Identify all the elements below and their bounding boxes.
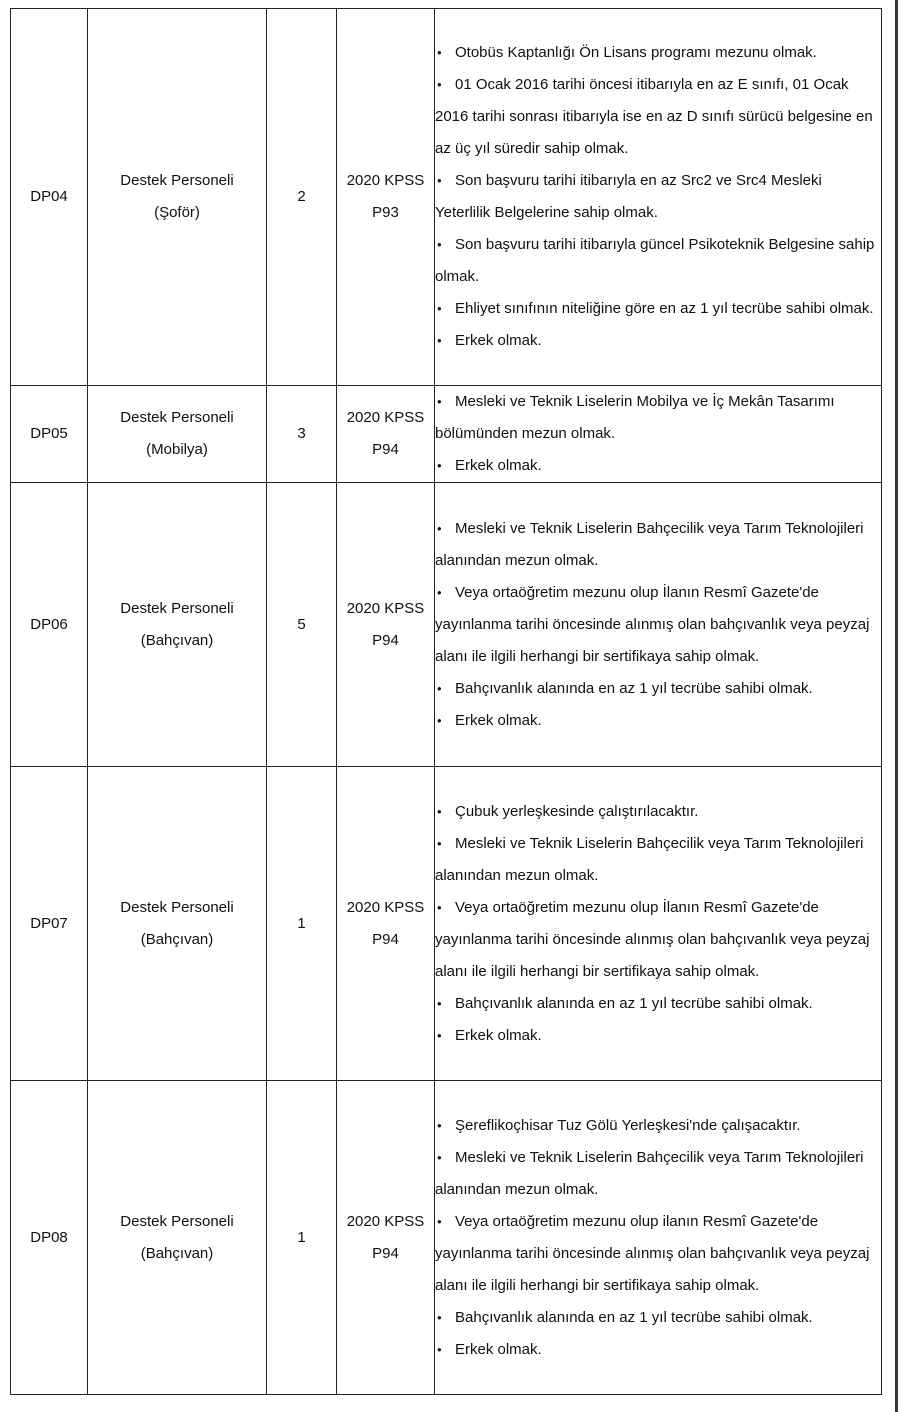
kpss-year: 2020 KPSS (346, 1212, 425, 1230)
bullet-icon (435, 1334, 455, 1366)
table-row (11, 1081, 882, 1395)
bullet-icon (435, 37, 455, 69)
bullet-icon (435, 673, 455, 705)
position-code: DP04 (11, 9, 88, 386)
position-code: DP06 (11, 483, 88, 767)
positions-table (10, 8, 882, 1395)
position-title-subtitle: (Şoför) (154, 204, 200, 221)
requirement-item (435, 450, 881, 482)
position-title (88, 767, 267, 1081)
bullet-icon (435, 1020, 455, 1052)
bullet-icon (435, 828, 455, 860)
kpss-score-type (337, 386, 435, 483)
position-title-line: Destek Personeli (120, 409, 234, 426)
requirement-text: Erkek olmak. (455, 332, 542, 349)
position-title (88, 1081, 267, 1395)
kpss-year: 2020 KPSS (346, 172, 425, 189)
bullet-icon (435, 577, 455, 609)
requirement-item (435, 988, 881, 1020)
requirements-cell (435, 767, 882, 1081)
kpss-code: P93 (372, 204, 399, 221)
requirement-text: Mesleki ve Teknik Liselerin Mobilya ve İç Mekân Tasarımı bölümünden mezun olmak. (435, 393, 835, 442)
requirement-text: Bahçıvanlık alanında en az 1 yıl tecrübe sahibi olmak. (455, 1308, 813, 1326)
requirement-text: Mesleki ve Teknik Liselerin Bahçecilik veya Tarım Teknolojileri alanından mezun olmak. (435, 519, 864, 569)
position-title-line: Destek Personeli (120, 172, 234, 189)
requirement-text: Erkek olmak. (455, 711, 542, 729)
requirement-item (435, 293, 881, 325)
requirements-list (435, 513, 881, 737)
bullet-icon (435, 892, 455, 924)
position-title-line: Destek Personeli (120, 1212, 234, 1230)
bullet-icon (435, 988, 455, 1020)
bullet-icon (435, 796, 455, 828)
position-code: DP05 (11, 386, 88, 483)
requirement-item (435, 386, 881, 450)
bullet-icon (435, 450, 455, 482)
position-title-line: Destek Personeli (120, 898, 234, 916)
position-count: 1 (267, 1081, 337, 1395)
kpss-score-type (337, 483, 435, 767)
requirements-list (435, 37, 881, 357)
bullet-icon (435, 1302, 455, 1334)
kpss-code: P94 (372, 1244, 399, 1262)
position-count: 3 (267, 386, 337, 483)
bullet-icon (435, 165, 455, 197)
requirements-list (435, 796, 881, 1052)
position-title-subtitle: (Bahçıvan) (140, 1244, 214, 1262)
position-code: DP08 (11, 1081, 88, 1395)
requirement-item (435, 1142, 881, 1206)
requirements-cell (435, 483, 882, 767)
position-count: 1 (267, 767, 337, 1081)
requirements-cell (435, 9, 882, 386)
position-code: DP07 (11, 767, 88, 1081)
requirement-text: Veya ortaöğretim mezunu olup İlanın Resmî Gazete'de yayınlanma tarihi öncesinde alınmış olan bahçıvanlık veya peyzaj alanı ile ilgili herhangi bir sertifikaya sahip olmak. (435, 898, 870, 980)
page-edge-scrollbar (895, 0, 898, 1412)
kpss-score-type (337, 1081, 435, 1395)
bullet-icon (435, 1206, 455, 1238)
kpss-code: P94 (372, 930, 399, 948)
requirement-text: Erkek olmak. (455, 1340, 542, 1358)
kpss-score-type (337, 767, 435, 1081)
requirement-text: Erkek olmak. (455, 457, 542, 474)
requirement-item (435, 796, 881, 828)
requirement-item (435, 1020, 881, 1052)
position-title (88, 386, 267, 483)
kpss-year: 2020 KPSS (346, 599, 425, 617)
position-title-line: Destek Personeli (120, 599, 234, 617)
table-row (11, 767, 882, 1081)
requirement-item (435, 1334, 881, 1366)
requirement-item (435, 892, 881, 988)
requirement-text: Son başvuru tarihi itibarıyla güncel Psikoteknik Belgesine sahip olmak. (435, 236, 875, 285)
requirement-text: Mesleki ve Teknik Liselerin Bahçecilik veya Tarım Teknolojileri alanından mezun olmak. (435, 834, 864, 884)
requirement-item (435, 165, 881, 229)
bullet-icon (435, 325, 455, 357)
requirement-text: Şereflikoçhisar Tuz Gölü Yerleşkesi'nde çalışacaktır. (455, 1116, 801, 1134)
requirement-text: Son başvuru tarihi itibarıyla en az Src2 ve Src4 Mesleki Yeterlilik Belgelerine sahip olmak. (435, 172, 822, 221)
requirement-text: Ehliyet sınıfının niteliğine göre en az 1 yıl tecrübe sahibi olmak. (455, 300, 874, 317)
requirement-text: Bahçıvanlık alanında en az 1 yıl tecrübe sahibi olmak. (455, 679, 813, 697)
requirement-item (435, 513, 881, 577)
requirement-item (435, 828, 881, 892)
requirement-text: 01 Ocak 2016 tarihi öncesi itibarıyla en az E sınıfı, 01 Ocak 2016 tarihi sonrası itibarıyla ise en az D sınıfı sürücü belgesine en az üç yıl süredir sahip olmak. (435, 76, 873, 157)
kpss-year: 2020 KPSS (346, 898, 425, 916)
kpss-code: P94 (372, 441, 399, 458)
position-count: 2 (267, 9, 337, 386)
requirement-item (435, 229, 881, 293)
bullet-icon (435, 69, 455, 101)
kpss-year: 2020 KPSS (346, 409, 425, 426)
kpss-score-type (337, 9, 435, 386)
requirement-text: Bahçıvanlık alanında en az 1 yıl tecrübe sahibi olmak. (455, 994, 813, 1012)
position-title (88, 483, 267, 767)
table-row (11, 483, 882, 767)
requirement-text: Veya ortaöğretim mezunu olup İlanın Resmî Gazete'de yayınlanma tarihi öncesinde alınmış olan bahçıvanlık veya peyzaj alanı ile ilgili herhangi bir sertifikaya sahip olmak. (435, 583, 870, 665)
requirement-item (435, 1110, 881, 1142)
requirement-item (435, 37, 881, 69)
bullet-icon (435, 293, 455, 325)
requirement-text: Mesleki ve Teknik Liselerin Bahçecilik veya Tarım Teknolojileri alanından mezun olmak. (435, 1148, 864, 1198)
position-title-subtitle: (Bahçıvan) (140, 930, 214, 948)
requirements-list (435, 386, 881, 482)
requirements-cell (435, 1081, 882, 1395)
table-row (11, 9, 882, 386)
position-title-subtitle: (Bahçıvan) (140, 631, 214, 649)
bullet-icon (435, 705, 455, 737)
bullet-icon (435, 386, 455, 418)
position-count: 5 (267, 483, 337, 767)
requirement-text: Otobüs Kaptanlığı Ön Lisans programı mezunu olmak. (455, 44, 817, 61)
table-row (11, 386, 882, 483)
requirement-item (435, 673, 881, 705)
bullet-icon (435, 513, 455, 545)
requirements-cell (435, 386, 882, 483)
requirement-item (435, 1206, 881, 1302)
bullet-icon (435, 1142, 455, 1174)
requirement-item (435, 577, 881, 673)
bullet-icon (435, 229, 455, 261)
requirement-text: Çubuk yerleşkesinde çalıştırılacaktır. (455, 802, 699, 820)
requirement-item (435, 1302, 881, 1334)
requirement-item (435, 325, 881, 357)
requirement-item (435, 705, 881, 737)
requirement-text: Veya ortaöğretim mezunu olup ilanın Resmî Gazete'de yayınlanma tarihi öncesinde alınmış olan bahçıvanlık veya peyzaj alanı ile ilgili herhangi bir sertifikaya sahip olmak. (435, 1212, 870, 1294)
position-title-subtitle: (Mobilya) (146, 441, 208, 458)
kpss-code: P94 (372, 631, 399, 649)
requirement-text: Erkek olmak. (455, 1026, 542, 1044)
requirement-item (435, 69, 881, 165)
requirements-list (435, 1110, 881, 1366)
position-title (88, 9, 267, 386)
bullet-icon (435, 1110, 455, 1142)
